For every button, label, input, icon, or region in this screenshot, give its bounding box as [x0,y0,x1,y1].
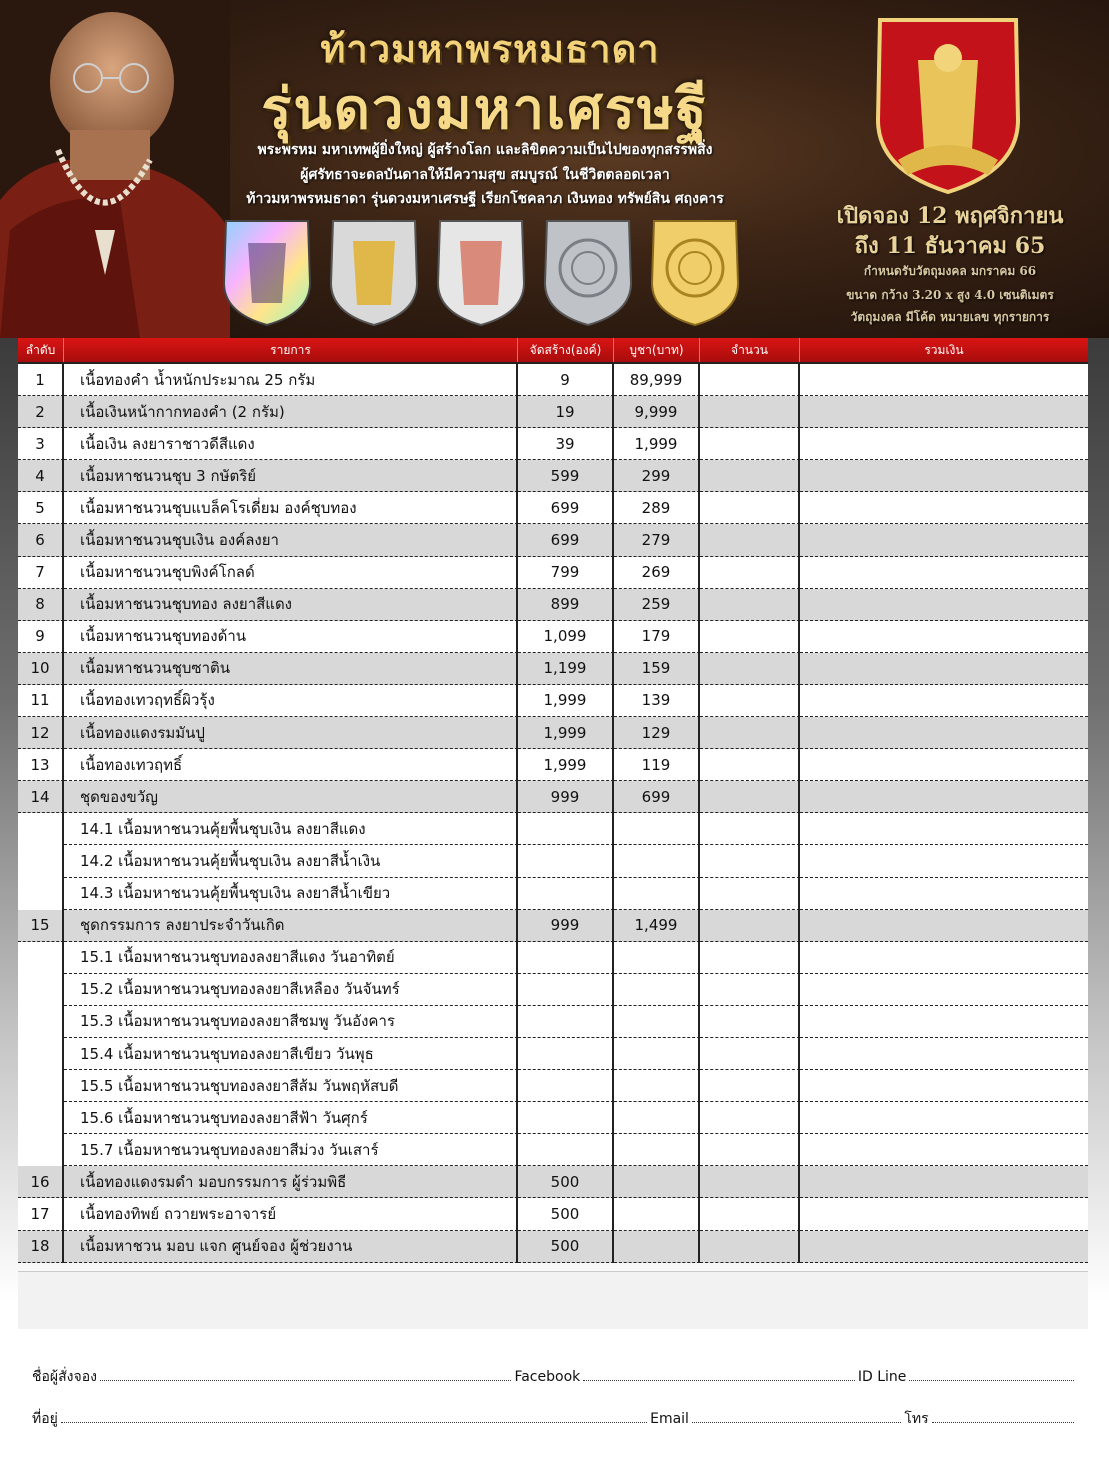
row-total-cell[interactable] [800,557,1088,589]
row-item: 15.1 เนื้อมหาชนวนชุบทองลงยาสีแดง วันอาทิตย์ [64,942,518,974]
idline-label: ID Line [857,1369,907,1385]
table-footer-blank [18,1271,1088,1329]
table-row [18,717,1088,749]
row-total-cell[interactable] [800,492,1088,524]
row-item: เนื้อมหาชวน มอบ แจก ศูนย์จอง ผู้ช่วยงาน [64,1231,518,1263]
row-quantity-cell[interactable] [700,1102,800,1134]
row-item: เนื้อทองเทวฤทธิ์ [64,749,518,781]
row-made-count: 500 [518,1198,614,1230]
row-item: 15.2 เนื้อมหาชนวนชุบทองลงยาสีเหลือง วันจันทร์ [64,974,518,1006]
row-total-cell[interactable] [800,845,1088,877]
row-quantity-cell[interactable] [700,589,800,621]
row-quantity-cell[interactable] [700,685,800,717]
table-row [18,942,1088,974]
row-number [18,1038,64,1070]
row-price [614,1134,700,1166]
row-total-cell[interactable] [800,1198,1088,1230]
row-total-cell[interactable] [800,717,1088,749]
row-item: เนื้อทองแดงรมมันปู [64,717,518,749]
table-row [18,1198,1088,1230]
row-item: เนื้อทองแดงรมดำ มอบกรรมการ ผู้ร่วมพิธี [64,1166,518,1198]
row-price: 159 [614,653,700,685]
row-made-count: 999 [518,781,614,813]
row-number: 11 [18,685,64,717]
idline-field[interactable] [909,1369,1074,1381]
row-price [614,942,700,974]
address-field[interactable] [61,1411,647,1423]
name-label: ชื่อผู้สั่งจอง [32,1369,97,1385]
row-total-cell[interactable] [800,910,1088,942]
row-quantity-cell[interactable] [700,1006,800,1038]
row-quantity-cell[interactable] [700,942,800,974]
row-made-count [518,1006,614,1038]
facebook-field[interactable] [583,1369,855,1381]
row-quantity-cell[interactable] [700,749,800,781]
row-item: เนื้อเงิน ลงยาราชาวดีสีแดง [64,428,518,460]
table-row [18,460,1088,492]
row-quantity-cell[interactable] [700,524,800,556]
table-row [18,1166,1088,1198]
row-made-count: 1,999 [518,717,614,749]
table-row [18,396,1088,428]
table-row [18,910,1088,942]
row-price [614,1070,700,1102]
booking-open-date: เปิดจอง 12 พฤศจิกายน [836,203,1064,229]
row-number: 16 [18,1166,64,1198]
row-total-cell[interactable] [800,428,1088,460]
email-label: Email [650,1411,689,1427]
row-item: เนื้อทองทิพย์ ถวายพระอาจารย์ [64,1198,518,1230]
row-price: 1,499 [614,910,700,942]
row-made-count: 699 [518,492,614,524]
row-quantity-cell[interactable] [700,428,800,460]
row-quantity-cell[interactable] [700,557,800,589]
row-quantity-cell[interactable] [700,974,800,1006]
row-price: 259 [614,589,700,621]
row-item: 14.1 เนื้อมหาชนวนคุ้ยพื้นชุบเงิน ลงยาสีแดง [64,813,518,845]
row-item: 15.6 เนื้อมหาชนวนชุบทองลงยาสีฟ้า วันศุกร์ [64,1102,518,1134]
row-number [18,1070,64,1102]
row-made-count [518,1038,614,1070]
row-number: 4 [18,460,64,492]
row-quantity-cell[interactable] [700,1166,800,1198]
row-item: เนื้อมหาชนวนชุบเงิน องค์ลงยา [64,524,518,556]
table-row [18,1134,1088,1166]
row-number [18,813,64,845]
row-made-count: 1,999 [518,749,614,781]
row-number: 17 [18,1198,64,1230]
row-price: 129 [614,717,700,749]
row-price: 269 [614,557,700,589]
row-item: 15.7 เนื้อมหาชนวนชุบทองลงยาสีม่วง วันเสาร์ [64,1134,518,1166]
row-number: 9 [18,621,64,653]
row-item: 15.4 เนื้อมหาชนวนชุบทองลงยาสีเขียว วันพุธ [64,1038,518,1070]
row-number: 5 [18,492,64,524]
table-row [18,1070,1088,1102]
row-quantity-cell[interactable] [700,364,800,396]
row-made-count [518,974,614,1006]
row-number: 18 [18,1231,64,1263]
row-quantity-cell[interactable] [700,1070,800,1102]
red-amulet-image [868,10,1028,196]
row-price: 279 [614,524,700,556]
table-row [18,845,1088,877]
row-quantity-cell[interactable] [700,781,800,813]
table-header [18,338,1088,364]
row-number: 10 [18,653,64,685]
row-made-count: 599 [518,460,614,492]
amulet-silver-back-image [539,213,637,328]
row-made-count: 1,199 [518,653,614,685]
row-made-count: 799 [518,557,614,589]
row-price [614,1198,700,1230]
row-total-cell[interactable] [800,364,1088,396]
amulet-pink-gold-image [432,213,530,328]
row-item: 14.3 เนื้อมหาชนวนคุ้ยพื้นชุบเงิน ลงยาสีน้ำเขียว [64,878,518,910]
row-item: 15.3 เนื้อมหาชนวนชุบทองลงยาสีชมพู วันอังคาร [64,1006,518,1038]
table-row [18,813,1088,845]
table-row [18,1102,1088,1134]
table-row [18,974,1088,1006]
row-price: 299 [614,460,700,492]
row-item: เนื้อมหาชนวนชุบแบล็คโรเดี่ยม องค์ชุบทอง [64,492,518,524]
row-price: 699 [614,781,700,813]
row-number: 3 [18,428,64,460]
row-total-cell[interactable] [800,878,1088,910]
amulet-size: ขนาด กว้าง 3.20 x สูง 4.0 เซนติเมตร [846,288,1054,302]
title-main: รุ่นดวงมหาเศรษฐี [261,76,709,142]
header-total: รวมเงิน [924,342,964,357]
row-made-count: 19 [518,396,614,428]
row-total-cell[interactable] [800,1038,1088,1070]
row-item: 15.5 เนื้อมหาชนวนชุบทองลงยาสีส้ม วันพฤหัสบดี [64,1070,518,1102]
table-row [18,557,1088,589]
row-made-count [518,1070,614,1102]
amulet-rainbow-image [218,213,316,328]
row-made-count: 699 [518,524,614,556]
row-total-cell[interactable] [800,1070,1088,1102]
row-total-cell[interactable] [800,1006,1088,1038]
row-total-cell[interactable] [800,621,1088,653]
row-item: เนื้อทองเทวฤทธิ์ผิวรุ้ง [64,685,518,717]
row-total-cell[interactable] [800,749,1088,781]
row-item: เนื้อมหาชนวนชุบทอง ลงยาสีแดง [64,589,518,621]
table-row [18,781,1088,813]
email-field[interactable] [692,1411,901,1423]
row-made-count [518,878,614,910]
row-item: ชุดกรรมการ ลงยาประจำวันเกิด [64,910,518,942]
row-quantity-cell[interactable] [700,1038,800,1070]
row-price: 119 [614,749,700,781]
row-made-count: 500 [518,1166,614,1198]
header-banner [0,0,1109,338]
header-no: ลำดับ [18,338,64,362]
row-made-count: 999 [518,910,614,942]
address-label: ที่อยู่ [32,1411,58,1427]
facebook-label: Facebook [514,1369,581,1385]
row-quantity-cell[interactable] [700,460,800,492]
row-price: 9,999 [614,396,700,428]
row-item: เนื้อมหาชนวนชุบทองด้าน [64,621,518,653]
row-quantity-cell[interactable] [700,492,800,524]
row-made-count: 899 [518,589,614,621]
description-line-2: ผู้ศรัทธาจะดลบันดาลให้มีความสุข สมบูรณ์ ในชีวิตตลอดเวลา [300,167,670,183]
row-price [614,1038,700,1070]
booking-close-date: ถึง 11 ธันวาคม 65 [854,233,1046,259]
header-item: รายการ [64,338,518,362]
row-number: 7 [18,557,64,589]
row-total-cell[interactable] [800,460,1088,492]
table-row [18,1038,1088,1070]
row-made-count: 9 [518,364,614,396]
row-item: เนื้อเงินหน้ากากทองคำ (2 กรัม) [64,396,518,428]
row-price: 139 [614,685,700,717]
row-quantity-cell[interactable] [700,1134,800,1166]
order-form-line-1 [32,1366,1077,1388]
row-total-cell[interactable] [800,974,1088,1006]
row-item: เนื้อมหาชนวนชุบ 3 กษัตริย์ [64,460,518,492]
row-total-cell[interactable] [800,781,1088,813]
table-row [18,589,1088,621]
row-made-count: 1,999 [518,685,614,717]
row-number [18,974,64,1006]
row-quantity-cell[interactable] [700,717,800,749]
phone-label: โทร [904,1411,929,1427]
row-price: 89,999 [614,364,700,396]
row-price [614,1006,700,1038]
table-row [18,1231,1088,1263]
code-note: วัตถุมงคล มีโค้ด หมายเลข ทุกรายการ [850,310,1050,324]
row-price: 1,999 [614,428,700,460]
table-row [18,621,1088,653]
row-number: 8 [18,589,64,621]
row-item: ชุดของขวัญ [64,781,518,813]
row-quantity-cell[interactable] [700,621,800,653]
pickup-date: กำหนดรับวัตถุมงคล มกราคม 66 [863,264,1037,278]
row-item: 14.2 เนื้อมหาชนวนคุ้ยพื้นชุบเงิน ลงยาสีน้ำเงิน [64,845,518,877]
table-row [18,524,1088,556]
row-total-cell[interactable] [800,396,1088,428]
row-price [614,878,700,910]
phone-field[interactable] [932,1411,1074,1423]
row-total-cell[interactable] [800,589,1088,621]
row-total-cell[interactable] [800,942,1088,974]
row-made-count: 1,099 [518,621,614,653]
row-number: 1 [18,364,64,396]
row-number [18,1102,64,1134]
row-total-cell[interactable] [800,1102,1088,1134]
amulet-gold-back-image [646,213,744,328]
row-number: 15 [18,910,64,942]
row-number: 6 [18,524,64,556]
table-row [18,878,1088,910]
amulet-silver-gold-image [325,213,423,328]
row-price [614,813,700,845]
row-quantity-cell[interactable] [700,845,800,877]
row-price: 289 [614,492,700,524]
row-quantity-cell[interactable] [700,653,800,685]
row-quantity-cell[interactable] [700,813,800,845]
row-made-count [518,845,614,877]
title-top: ท้าวมหาพรหมธาดา [320,26,660,71]
row-price [614,974,700,1006]
order-table [18,338,1088,1329]
header-price: บูชา(บาท) [614,338,700,362]
row-number [18,1006,64,1038]
row-quantity-cell[interactable] [700,878,800,910]
row-total-cell[interactable] [800,653,1088,685]
row-quantity-cell[interactable] [700,1198,800,1230]
row-total-cell[interactable] [800,1134,1088,1166]
row-made-count [518,1134,614,1166]
row-price [614,1231,700,1263]
row-made-count: 500 [518,1231,614,1263]
table-row [18,428,1088,460]
row-total-cell[interactable] [800,685,1088,717]
row-item: เนื้อมหาชนวนชุบพิงค์โกลด์ [64,557,518,589]
header-made: จัดสร้าง(องค์) [518,338,614,362]
order-form-line-2 [32,1408,1077,1430]
row-total-cell[interactable] [800,813,1088,845]
table-row [18,653,1088,685]
row-quantity-cell[interactable] [700,1231,800,1263]
row-price [614,845,700,877]
header-quantity: จำนวน [700,338,800,362]
row-made-count [518,1102,614,1134]
row-made-count [518,942,614,974]
row-total-cell[interactable] [800,1166,1088,1198]
row-item: เนื้อมหาชนวนชุบซาติน [64,653,518,685]
row-quantity-cell[interactable] [700,910,800,942]
row-number [18,878,64,910]
table-row [18,685,1088,717]
table-body [18,364,1088,1263]
row-made-count [518,813,614,845]
row-number: 13 [18,749,64,781]
row-quantity-cell[interactable] [700,396,800,428]
row-price: 179 [614,621,700,653]
row-number [18,942,64,974]
row-number: 12 [18,717,64,749]
row-number [18,845,64,877]
row-total-cell[interactable] [800,1231,1088,1263]
table-row [18,364,1088,396]
table-row [18,749,1088,781]
row-number [18,1134,64,1166]
description-line-3: ท้าวมหาพรหมธาดา รุ่นดวงมหาเศรษฐี เรียกโชคลาภ เงินทอง ทรัพย์สิน ศฤงคาร [246,191,724,207]
row-price [614,1102,700,1134]
name-field[interactable] [100,1369,512,1381]
row-price [614,1166,700,1198]
row-number: 14 [18,781,64,813]
row-total-cell[interactable] [800,524,1088,556]
table-row [18,492,1088,524]
row-made-count: 39 [518,428,614,460]
row-item: เนื้อทองคำ น้ำหนักประมาณ 25 กรัม [64,364,518,396]
row-number: 2 [18,396,64,428]
description-line-1: พระพรหม มหาเทพผู้ยิ่งใหญ่ ผู้สร้างโลก และลิขิตความเป็นไปของทุกสรรพสิ่ง [257,142,713,158]
table-row [18,1006,1088,1038]
amulet-row [218,213,748,331]
